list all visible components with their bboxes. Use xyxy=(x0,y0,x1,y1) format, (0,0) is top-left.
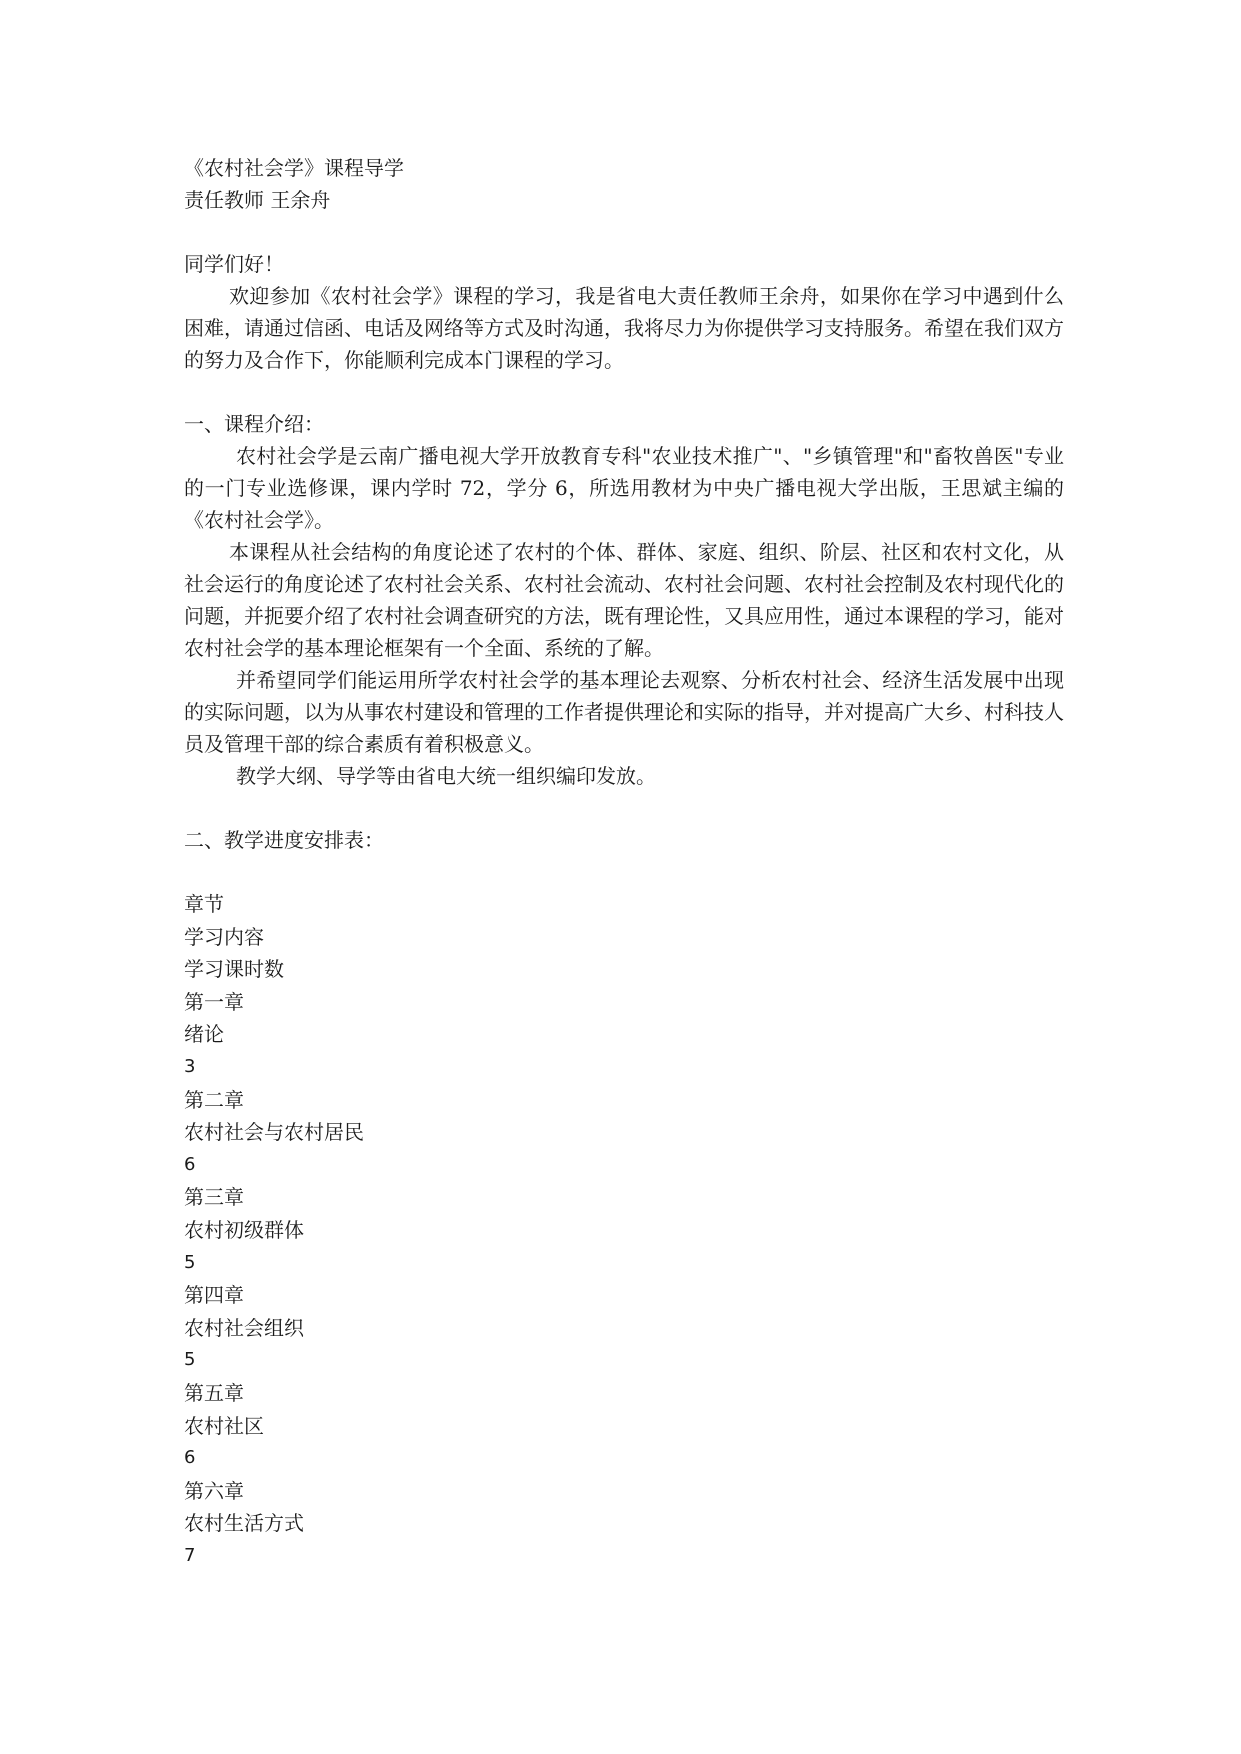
document-title: 《农村社会学》课程导学 xyxy=(184,156,404,180)
spacer xyxy=(184,792,1064,824)
hours-cell: 6 xyxy=(184,1447,196,1469)
hours-cell: 5 xyxy=(184,1251,196,1273)
content-cell: 农村社会组织 xyxy=(184,1315,304,1340)
content-cell: 农村初级群体 xyxy=(184,1217,304,1242)
table-header-cell: 章节 xyxy=(184,892,224,916)
content-cell: 绪论 xyxy=(184,1022,224,1047)
content-cell: 农村社区 xyxy=(184,1413,264,1438)
spacer xyxy=(184,856,1064,888)
teacher-line: 责任教师 王余舟 xyxy=(184,188,331,212)
chapter-cell: 第四章 xyxy=(184,1283,244,1308)
section-heading-schedule: 二、教学进度安排表： xyxy=(184,828,384,852)
spacer xyxy=(184,376,1064,408)
chapter-cell: 第一章 xyxy=(184,989,244,1014)
content-cell: 农村社会与农村居民 xyxy=(184,1120,364,1145)
section-heading-intro: 一、课程介绍： xyxy=(184,412,324,436)
chapter-cell: 第六章 xyxy=(184,1478,244,1503)
intro-paragraph: 农村社会学是云南广播电视大学开放教育专科"农业技术推广"、"乡镇管理"和"畜牧兽医"专业的一门专业选修课，课内学时 72，学分 6，所选用教材为中央广播电视大学出版，王思斌主编的《农村社会学》。 xyxy=(184,444,1064,532)
welcome-paragraph: 欢迎参加《农村社会学》课程的学习，我是省电大责任教师王余舟，如果你在学习中遇到什么困难，请通过信函、电话及网络等方式及时沟通，我将尽力为你提供学习支持服务。希望在我们双方的努力及合作下，你能顺利完成本门课程的学习。 xyxy=(184,284,1064,372)
table-header-cell: 学习内容 xyxy=(184,924,264,949)
intro-paragraph: 本课程从社会结构的角度论述了农村的个体、群体、家庭、组织、阶层、社区和农村文化，从社会运行的角度论述了农村社会关系、农村社会流动、农村社会问题、农村社会控制及农村现代化的问题，并扼要介绍了农村社会调查研究的方法，既有理论性，又具应用性，通过本课程的学习，能对农村社会学的基本理论框架有一个全面、系统的了解。 xyxy=(184,540,1064,660)
intro-paragraph: 教学大纲、导学等由省电大统一组织编印发放。 xyxy=(236,764,656,788)
greeting: 同学们好！ xyxy=(184,252,284,276)
document-page xyxy=(184,152,1064,1572)
table-header-cell: 学习课时数 xyxy=(184,957,284,982)
hours-cell: 3 xyxy=(184,1055,196,1077)
hours-cell: 5 xyxy=(184,1349,196,1371)
chapter-cell: 第五章 xyxy=(184,1380,244,1405)
chapter-cell: 第三章 xyxy=(184,1185,244,1210)
hours-cell: 6 xyxy=(184,1153,196,1175)
hours-cell: 7 xyxy=(184,1544,196,1566)
schedule-table xyxy=(184,888,1064,1572)
spacer xyxy=(184,216,1064,248)
content-cell: 农村生活方式 xyxy=(184,1511,304,1536)
intro-paragraph: 并希望同学们能运用所学农村社会学的基本理论去观察、分析农村社会、经济生活发展中出现的实际问题，以为从事农村建设和管理的工作者提供理论和实际的指导，并对提高广大乡、村科技人员及管理干部的综合素质有着积极意义。 xyxy=(184,668,1064,756)
chapter-cell: 第二章 xyxy=(184,1087,244,1112)
